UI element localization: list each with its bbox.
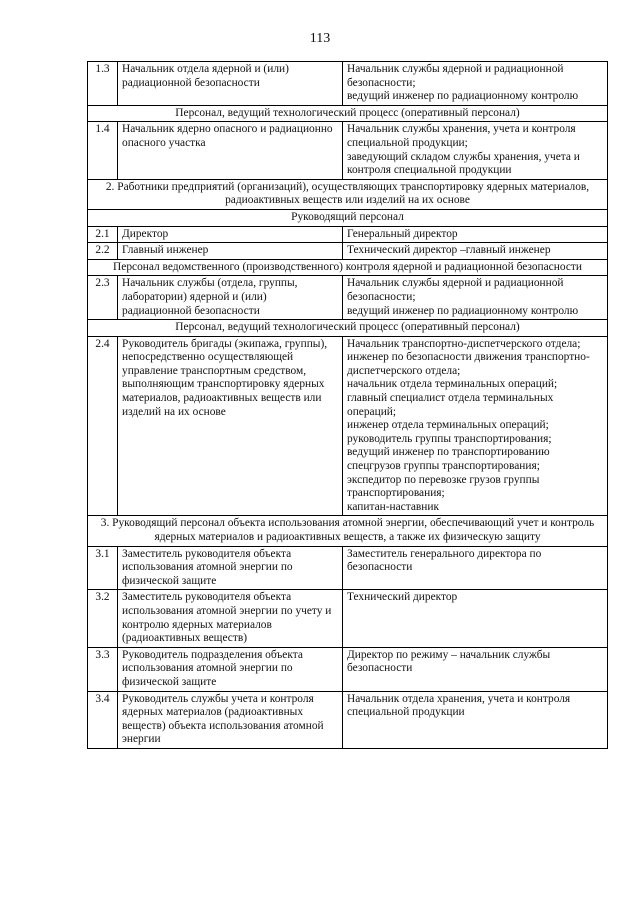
equivalent-position-cell <box>343 336 608 516</box>
equivalent-position-line: Технический директор <box>347 591 458 604</box>
section-heading: Персонал, ведущий технологический процесс (оперативный персонал) <box>88 320 608 337</box>
row-number: 2.2 <box>88 243 118 260</box>
equivalent-position-cell <box>343 546 608 590</box>
equivalent-position-line: главный специалист отдела терминальных операций; <box>347 392 554 418</box>
equivalent-position-line: Директор по режиму – начальник службы безопасности <box>347 648 551 675</box>
row-number: 3.2 <box>88 590 118 647</box>
equivalent-position-line: экспедитор по перевозке грузов группы транспортирования; <box>347 473 540 500</box>
section-header-row <box>88 105 608 122</box>
row-number: 3.1 <box>88 546 118 590</box>
row-number: 3.4 <box>88 691 118 748</box>
equivalent-position-cell <box>343 691 608 748</box>
equivalent-position-cell <box>343 647 608 691</box>
section-heading: 2. Работники предприятий (организаций), осуществляющих транспортировку ядерных материалов, радиоактивных веществ или изделий на их основе <box>88 179 608 209</box>
equivalent-position-line: ведущий инженер по радиационному контролю <box>347 304 579 317</box>
qualification-table <box>87 61 608 749</box>
row-number: 1.3 <box>88 62 118 106</box>
table-row <box>88 590 608 647</box>
table-row <box>88 243 608 260</box>
equivalent-position-cell <box>343 590 608 647</box>
equivalent-position-line: Начальник отдела хранения, учета и контроля специальной продукции <box>347 692 571 719</box>
table-row <box>88 62 608 106</box>
equivalent-position-cell <box>343 62 608 106</box>
equivalent-position-line: Заместитель генерального директора по безопасности <box>347 547 542 574</box>
position-cell: Главный инженер <box>118 243 343 260</box>
section-heading: 3. Руководящий персонал объекта использования атомной энергии, обеспечивающий учет и контроль ядерных материалов и радиоактивных веществ, а также их физическую защиту <box>88 516 608 546</box>
equivalent-position-line: Технический директор –главный инженер <box>347 244 551 257</box>
equivalent-position-cell <box>343 276 608 320</box>
equivalent-position-line: ведущий инженер по транспортированию спецгрузов группы транспортирования; <box>347 446 550 473</box>
equivalent-position-line: капитан-наставник <box>347 500 440 513</box>
table-row <box>88 691 608 748</box>
table-row <box>88 647 608 691</box>
table-row <box>88 546 608 590</box>
equivalent-position-line: Начальник службы ядерной и радиационной безопасности; <box>347 277 564 303</box>
equivalent-position-line: Генеральный директор <box>347 227 458 240</box>
row-number: 2.1 <box>88 226 118 243</box>
row-number: 1.4 <box>88 122 118 179</box>
section-header-row <box>88 179 608 209</box>
equivalent-position-line: Начальник службы хранения, учета и контроля специальной продукции; <box>347 123 576 149</box>
position-cell: Руководитель подразделения объекта использования атомной энергии по физической защите <box>118 647 343 691</box>
section-header-row <box>88 320 608 337</box>
equivalent-position-cell <box>343 122 608 179</box>
section-header-row <box>88 209 608 226</box>
position-cell: Начальник отдела ядерной и (или) радиационной безопасности <box>118 62 343 106</box>
equivalent-position-line: инженер по безопасности движения транспортно-диспетчерского отдела; <box>347 351 590 377</box>
table-row <box>88 122 608 179</box>
section-heading: Руководящий персонал <box>88 209 608 226</box>
equivalent-position-cell <box>343 243 608 260</box>
equivalent-position-line: руководитель группы транспортирования; <box>347 432 552 445</box>
position-cell: Руководитель бригады (экипажа, группы), непосредственно осуществляющей управление транспортным средством, выполняющим транспортировку ядерных материалов, радиоактивных веществ или изделий на их основе <box>118 336 343 516</box>
equivalent-position-line: инженер отдела терминальных операций; <box>347 419 549 432</box>
position-cell: Руководитель службы учета и контроля ядерных материалов (радиоактивных веществ) объекта использования атомной энергии <box>118 691 343 748</box>
row-number: 2.3 <box>88 276 118 320</box>
equivalent-position-line: Начальник службы ядерной и радиационной безопасности; <box>347 63 564 89</box>
equivalent-position-line: начальник отдела терминальных операций; <box>347 378 558 391</box>
position-cell: Начальник ядерно опасного и радиационно опасного участка <box>118 122 343 179</box>
section-header-row <box>88 516 608 546</box>
section-header-row <box>88 259 608 276</box>
position-cell: Начальник службы (отдела, группы, лаборатории) ядерной и (или) радиационной безопасности <box>118 276 343 320</box>
page-number: 113 <box>309 31 331 46</box>
table-row <box>88 336 608 516</box>
row-number: 3.3 <box>88 647 118 691</box>
row-number: 2.4 <box>88 336 118 516</box>
equivalent-position-line: ведущий инженер по радиационному контролю <box>347 90 579 103</box>
section-heading: Персонал ведомственного (производственного) контроля ядерной и радиационной безопасности <box>88 259 608 276</box>
position-cell: Директор <box>118 226 343 243</box>
position-cell: Заместитель руководителя объекта использования атомной энергии по физической защите <box>118 546 343 590</box>
table-body <box>88 62 608 749</box>
equivalent-position-line: заведующий складом службы хранения, учета и контроля специальной продукции <box>347 150 580 177</box>
position-cell: Заместитель руководителя объекта использования атомной энергии по учету и контролю ядерных материалов (радиоактивных веществ) <box>118 590 343 647</box>
section-heading: Персонал, ведущий технологический процесс (оперативный персонал) <box>88 105 608 122</box>
table-row <box>88 276 608 320</box>
table-row <box>88 226 608 243</box>
equivalent-position-line: Начальник транспортно-диспетчерского отдела; <box>347 337 581 350</box>
equivalent-position-cell <box>343 226 608 243</box>
